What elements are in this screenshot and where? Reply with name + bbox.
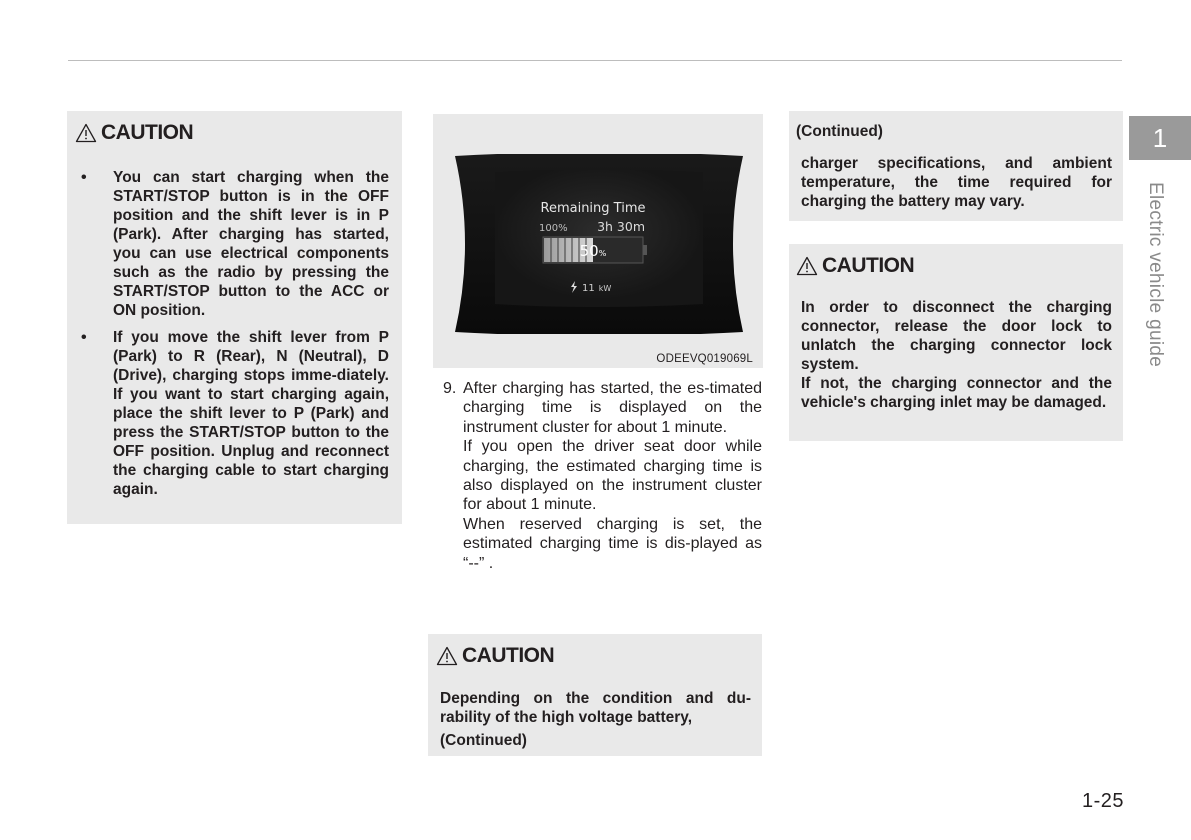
instrument-cluster-figure [433, 114, 763, 368]
continued-label: (Continued) [440, 732, 527, 749]
caution-heading: CAUTION [796, 254, 914, 278]
chapter-title: Electric vehicle guide [1145, 182, 1166, 368]
charge-percent: 50 [579, 242, 599, 260]
warning-triangle-icon [796, 256, 818, 276]
page-number: 1-25 [1082, 790, 1125, 812]
caution-bullet-list [67, 168, 389, 507]
warning-triangle-icon [75, 123, 97, 143]
top-divider [68, 60, 1122, 61]
time-remaining: 3h 30m [597, 219, 645, 234]
step-9 [443, 379, 762, 573]
caution-box-charging-start [67, 111, 402, 524]
battery-cap [643, 245, 647, 255]
warning-triangle-icon [436, 646, 458, 666]
step-paragraph: If you open the driver seat door while charging, the estimated charging time is also displayed on the instrument cluster for about 1 minute. [463, 438, 762, 514]
figure-caption: ODEEVQ019069L [656, 353, 753, 365]
caution-text: Depending on the condition and du-rability of the high voltage battery, [440, 690, 751, 726]
caution-box-disconnect [789, 244, 1123, 441]
step-paragraph: When reserved charging is set, the estimated charging time is dis-played as “--” . [463, 515, 762, 572]
remaining-time-title: Remaining Time [540, 201, 646, 216]
cluster-display [455, 154, 743, 334]
caution-heading: CAUTION [436, 644, 554, 668]
caution-bullet: • You can start charging when the START/STOP button is in the OFF position and the shift lever is in P (Park). After charging has started, you can use electrical components such as the radio by pressing the START/STOP button to the ACC or ON position. [67, 168, 389, 320]
caution-heading: CAUTION [75, 121, 193, 145]
caution-text: charger specifications, and ambient temperature, the time required for charging the battery may vary. [801, 155, 1112, 210]
caution-bullet: • If you move the shift lever from P (Park) to R (Rear), N (Neutral), D (Drive), charging stops imme-diately. If you want to start charging again, place the shift lever to P (Park) and press the START/STOP button to the OFF position. Unplug and reconnect the charging cable to start charging again. [67, 328, 389, 499]
continued-label: (Continued) [796, 123, 883, 140]
chapter-number-tab: 1 [1129, 116, 1191, 160]
step-number: 9. [443, 380, 457, 397]
step-paragraph: After charging has started, the es-timated charging time is displayed on the instrument cluster for about 1 minute. [463, 380, 762, 436]
charging-power: 11 [582, 283, 595, 294]
caution-box-charging-time [428, 634, 762, 756]
caution-text: In order to disconnect the charging connector, release the door lock to unlatch the charging connector lock system. If not, the charging connector and the vehicle's charging inlet may be damaged. [801, 299, 1112, 411]
percent-unit: % [598, 249, 607, 258]
power-unit: kW [598, 284, 612, 293]
battery-level: 100% [539, 223, 568, 234]
caution-box-continued [789, 111, 1123, 221]
